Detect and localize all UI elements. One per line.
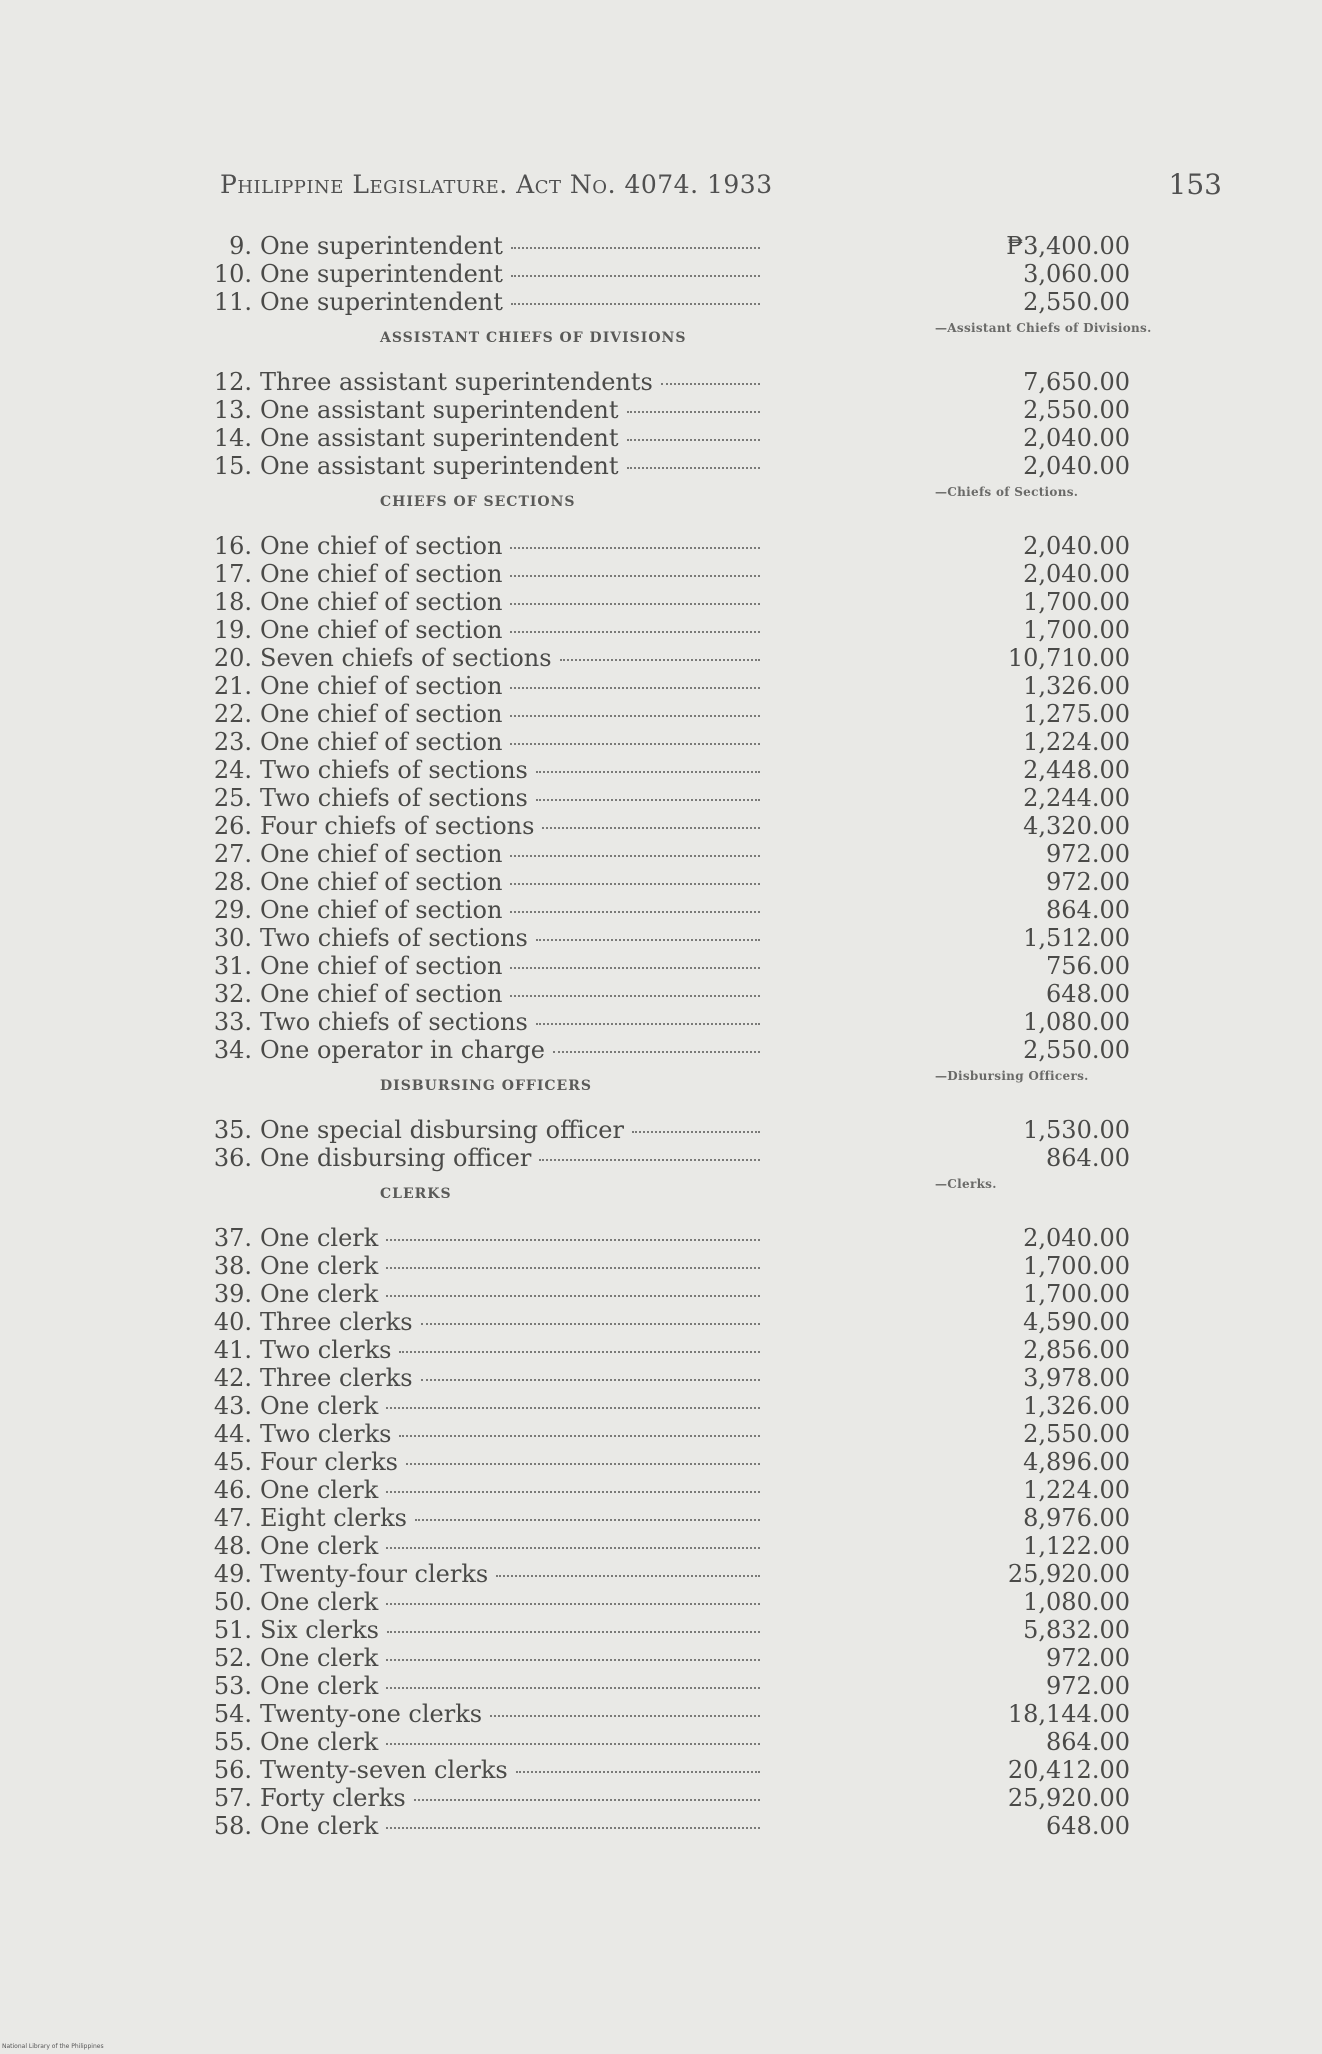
running-head: Philippine Legislature. Act No. 4074. 1933 [220, 170, 773, 199]
line-item [200, 1308, 1140, 1336]
leader-dots [510, 855, 760, 857]
item-number: 28. [213, 868, 252, 896]
line-item [200, 1700, 1140, 1728]
item-number: 32. [213, 980, 252, 1008]
leader-dots [387, 1631, 760, 1633]
item-amount: 1,326.00 [1023, 672, 1130, 700]
item-description: Six clerks [260, 1616, 379, 1644]
section-heading [200, 1172, 1140, 1224]
leader-dots [386, 1295, 760, 1297]
item-description: One assistant superintendent [260, 396, 619, 424]
item-number: 44. [213, 1420, 252, 1448]
line-item [200, 368, 1140, 396]
item-amount: 972.00 [1046, 868, 1130, 896]
item-number: 10. [213, 260, 252, 288]
item-number: 12. [213, 368, 252, 396]
item-description: Seven chiefs of sections [260, 644, 552, 672]
item-amount: 18,144.00 [1007, 1700, 1130, 1728]
leader-dots [386, 1267, 760, 1269]
item-amount: 1,122.00 [1023, 1532, 1130, 1560]
item-description: Three assistant superintendents [260, 368, 653, 396]
leader-dots [511, 275, 760, 277]
line-item [200, 1008, 1140, 1036]
margin-note: —Disbursing Officers. [935, 1069, 1089, 1083]
leader-dots [386, 1547, 760, 1549]
line-item [200, 452, 1140, 480]
leader-dots [536, 771, 760, 773]
item-description: One chief of section [260, 616, 503, 644]
item-description: One clerk [260, 1588, 379, 1616]
margin-note: —Assistant Chiefs of Divisions. [935, 321, 1152, 335]
item-amount: 1,326.00 [1023, 1392, 1130, 1420]
item-amount: 2,550.00 [1023, 288, 1130, 316]
item-description: One assistant superintendent [260, 452, 619, 480]
line-item [200, 1812, 1140, 1840]
item-description: Two clerks [260, 1420, 392, 1448]
line-item [200, 784, 1140, 812]
item-amount: 2,856.00 [1023, 1336, 1130, 1364]
item-description: Eight clerks [260, 1504, 407, 1532]
item-amount: 4,896.00 [1023, 1448, 1130, 1476]
line-item [200, 1616, 1140, 1644]
leader-dots [510, 547, 760, 549]
item-description: One chief of section [260, 532, 503, 560]
leader-dots [627, 411, 761, 413]
line-item [200, 700, 1140, 728]
item-amount: 2,040.00 [1023, 452, 1130, 480]
item-number: 49. [213, 1560, 252, 1588]
item-description: Two chiefs of sections [260, 1008, 528, 1036]
item-number: 23. [213, 728, 252, 756]
leader-dots [421, 1323, 760, 1325]
item-description: Four chiefs of sections [260, 812, 535, 840]
line-item [200, 1476, 1140, 1504]
item-number: 53. [213, 1672, 252, 1700]
leader-dots [510, 715, 760, 717]
line-item [200, 1364, 1140, 1392]
item-number: 39. [213, 1280, 252, 1308]
item-number: 26. [213, 812, 252, 840]
item-amount: 4,590.00 [1023, 1308, 1130, 1336]
item-amount: 1,700.00 [1023, 1252, 1130, 1280]
item-amount: 864.00 [1046, 1144, 1130, 1172]
item-number: 9. [229, 232, 252, 260]
item-description: One clerk [260, 1728, 379, 1756]
item-amount: 756.00 [1046, 952, 1130, 980]
item-amount: 2,550.00 [1023, 1036, 1130, 1064]
line-item [200, 1224, 1140, 1252]
item-number: 33. [213, 1008, 252, 1036]
section-heading [200, 316, 1152, 368]
leader-dots [510, 743, 760, 745]
item-amount: 1,700.00 [1023, 1280, 1130, 1308]
line-item [200, 1504, 1140, 1532]
item-description: One superintendent [260, 288, 503, 316]
item-number: 21. [213, 672, 252, 700]
leader-dots [386, 1659, 760, 1661]
item-number: 54. [213, 1700, 252, 1728]
item-description: One clerk [260, 1224, 379, 1252]
line-item [200, 952, 1140, 980]
item-description: One chief of section [260, 896, 503, 924]
item-number: 13. [213, 396, 252, 424]
item-number: 42. [213, 1364, 252, 1392]
item-amount: 3,978.00 [1023, 1364, 1130, 1392]
item-amount: 2,040.00 [1023, 1224, 1130, 1252]
item-description: One superintendent [260, 260, 503, 288]
item-description: One chief of section [260, 980, 503, 1008]
line-item [200, 756, 1140, 784]
line-item [200, 1280, 1140, 1308]
item-number: 29. [213, 896, 252, 924]
item-number: 18. [213, 588, 252, 616]
item-amount: 2,448.00 [1023, 756, 1130, 784]
line-item [200, 1756, 1140, 1784]
item-amount: 8,976.00 [1023, 1504, 1130, 1532]
item-number: 30. [213, 924, 252, 952]
leader-dots [560, 659, 760, 661]
leader-dots [386, 1603, 760, 1605]
item-description: One chief of section [260, 588, 503, 616]
line-item [200, 1036, 1140, 1064]
line-item [200, 260, 1140, 288]
item-amount: 3,060.00 [1023, 260, 1130, 288]
leader-dots [510, 603, 760, 605]
item-number: 22. [213, 700, 252, 728]
line-item [200, 1420, 1140, 1448]
section-heading [200, 1064, 1140, 1116]
leader-dots [627, 439, 761, 441]
line-item [200, 672, 1140, 700]
item-amount: 2,040.00 [1023, 424, 1130, 452]
item-amount: 1,224.00 [1023, 1476, 1130, 1504]
item-description: One clerk [260, 1812, 379, 1840]
item-amount: 1,224.00 [1023, 728, 1130, 756]
line-item [200, 1448, 1140, 1476]
line-item [200, 1252, 1140, 1280]
line-item [200, 868, 1140, 896]
leader-dots [627, 467, 761, 469]
line-item [200, 232, 1140, 260]
item-description: Twenty-four clerks [260, 1560, 489, 1588]
item-amount: 864.00 [1046, 896, 1130, 924]
item-description: Two chiefs of sections [260, 924, 528, 952]
line-item [200, 1728, 1140, 1756]
item-amount: 25,920.00 [1007, 1560, 1130, 1588]
leader-dots [510, 687, 760, 689]
item-number: 27. [213, 840, 252, 868]
item-number: 51. [213, 1616, 252, 1644]
item-number: 47. [213, 1504, 252, 1532]
item-amount: 25,920.00 [1007, 1784, 1130, 1812]
line-item [200, 616, 1140, 644]
item-number: 55. [213, 1728, 252, 1756]
line-item [200, 1644, 1140, 1672]
item-description: One assistant superintendent [260, 424, 619, 452]
line-item [200, 1336, 1140, 1364]
item-description: One chief of section [260, 560, 503, 588]
item-description: Forty clerks [260, 1784, 406, 1812]
item-description: One superintendent [260, 232, 503, 260]
leader-dots [490, 1715, 760, 1717]
item-description: Three clerks [260, 1364, 413, 1392]
item-number: 41. [213, 1336, 252, 1364]
line-item [200, 1532, 1140, 1560]
item-amount: 972.00 [1046, 840, 1130, 868]
item-number: 34. [213, 1036, 252, 1064]
item-amount: 2,550.00 [1023, 396, 1130, 424]
leader-dots [536, 799, 760, 801]
item-number: 35. [213, 1116, 252, 1144]
item-amount: 5,832.00 [1023, 1616, 1130, 1644]
leader-dots [553, 1051, 760, 1053]
item-number: 20. [213, 644, 252, 672]
item-description: One chief of section [260, 868, 503, 896]
item-amount: 1,275.00 [1023, 700, 1130, 728]
line-item [200, 1560, 1140, 1588]
leader-dots [516, 1771, 760, 1773]
item-description: Twenty-one clerks [260, 1700, 483, 1728]
item-description: One chief of section [260, 840, 503, 868]
leader-dots [542, 827, 760, 829]
leader-dots [510, 911, 760, 913]
item-amount: 2,040.00 [1023, 532, 1130, 560]
item-description: Two chiefs of sections [260, 784, 528, 812]
item-amount: 1,080.00 [1023, 1588, 1130, 1616]
item-amount: 648.00 [1046, 980, 1130, 1008]
leader-dots [386, 1687, 760, 1689]
scan-footer-note: National Library of the Philippines [2, 2043, 104, 2050]
item-amount: 4,320.00 [1023, 812, 1130, 840]
line-item [200, 560, 1140, 588]
item-number: 43. [213, 1392, 252, 1420]
item-description: One clerk [260, 1280, 379, 1308]
item-number: 36. [213, 1144, 252, 1172]
item-description: One chief of section [260, 672, 503, 700]
item-number: 40. [213, 1308, 252, 1336]
line-item [200, 896, 1140, 924]
leader-dots [386, 1239, 760, 1241]
item-description: Two chiefs of sections [260, 756, 528, 784]
item-number: 17. [213, 560, 252, 588]
leader-dots [511, 303, 760, 305]
item-description: Three clerks [260, 1308, 413, 1336]
line-item [200, 1144, 1140, 1172]
leader-dots [399, 1435, 760, 1437]
line-item [200, 424, 1140, 452]
item-amount: 972.00 [1046, 1644, 1130, 1672]
item-amount: 10,710.00 [1007, 644, 1130, 672]
item-amount: 1,530.00 [1023, 1116, 1130, 1144]
item-amount: 2,040.00 [1023, 560, 1130, 588]
item-description: One special disbursing officer [260, 1116, 624, 1144]
section-heading [200, 480, 1140, 532]
leader-dots [661, 383, 760, 385]
line-item [200, 1784, 1140, 1812]
item-description: Four clerks [260, 1448, 398, 1476]
leader-dots [536, 1023, 760, 1025]
section-heading-text: CLERKS [380, 1186, 452, 1202]
line-item [200, 588, 1140, 616]
line-item [200, 644, 1140, 672]
item-amount: 2,244.00 [1023, 784, 1130, 812]
leader-dots [510, 631, 760, 633]
item-amount: 972.00 [1046, 1672, 1130, 1700]
line-item [200, 924, 1140, 952]
item-amount: 1,080.00 [1023, 1008, 1130, 1036]
item-number: 38. [213, 1252, 252, 1280]
leader-dots [632, 1131, 760, 1133]
line-item [200, 980, 1140, 1008]
item-description: One operator in charge [260, 1036, 545, 1064]
item-amount: 7,650.00 [1023, 368, 1130, 396]
item-description: One chief of section [260, 728, 503, 756]
item-number: 24. [213, 756, 252, 784]
item-amount: 1,700.00 [1023, 588, 1130, 616]
item-amount: 648.00 [1046, 1812, 1130, 1840]
leader-dots [510, 995, 760, 997]
leader-dots [386, 1407, 760, 1409]
line-item [200, 1672, 1140, 1700]
item-number: 15. [213, 452, 252, 480]
line-item [200, 812, 1140, 840]
item-number: 52. [213, 1644, 252, 1672]
item-number: 37. [213, 1224, 252, 1252]
item-number: 56. [213, 1756, 252, 1784]
leader-dots [510, 883, 760, 885]
line-item [200, 396, 1140, 424]
leader-dots [386, 1491, 760, 1493]
leader-dots [510, 575, 760, 577]
item-amount: 2,550.00 [1023, 1420, 1130, 1448]
line-item [200, 840, 1140, 868]
item-number: 14. [213, 424, 252, 452]
leader-dots [406, 1463, 760, 1465]
section-heading-text: ASSISTANT CHIEFS OF DIVISIONS [380, 330, 687, 346]
leader-dots [386, 1743, 760, 1745]
item-number: 11. [213, 288, 252, 316]
item-number: 45. [213, 1448, 252, 1476]
item-description: One clerk [260, 1532, 379, 1560]
item-number: 48. [213, 1532, 252, 1560]
item-description: One clerk [260, 1392, 379, 1420]
leader-dots [536, 939, 760, 941]
item-description: One chief of section [260, 700, 503, 728]
item-number: 25. [213, 784, 252, 812]
item-description: One clerk [260, 1476, 379, 1504]
leader-dots [415, 1519, 760, 1521]
leader-dots [539, 1159, 760, 1161]
leader-dots [496, 1575, 760, 1577]
item-number: 31. [213, 952, 252, 980]
leader-dots [510, 967, 760, 969]
item-amount: ₱3,400.00 [1006, 232, 1130, 260]
leader-dots [386, 1827, 760, 1829]
line-item [200, 1588, 1140, 1616]
appropriation-list [200, 232, 1152, 1840]
leader-dots [421, 1379, 760, 1381]
line-item [200, 728, 1140, 756]
line-item [200, 532, 1140, 560]
page-number: 153 [1168, 168, 1222, 201]
section-heading-text: CHIEFS OF SECTIONS [380, 494, 576, 510]
leader-dots [414, 1799, 760, 1801]
item-description: One clerk [260, 1672, 379, 1700]
item-number: 57. [213, 1784, 252, 1812]
item-description: One disbursing officer [260, 1144, 532, 1172]
item-number: 58. [213, 1812, 252, 1840]
item-amount: 1,700.00 [1023, 616, 1130, 644]
line-item [200, 1116, 1140, 1144]
item-description: One clerk [260, 1252, 379, 1280]
item-amount: 20,412.00 [1007, 1756, 1130, 1784]
item-description: One chief of section [260, 952, 503, 980]
item-description: One clerk [260, 1644, 379, 1672]
item-description: Two clerks [260, 1336, 392, 1364]
line-item [200, 1392, 1140, 1420]
section-heading-text: DISBURSING OFFICERS [380, 1078, 592, 1094]
margin-note: —Clerks. [935, 1177, 997, 1191]
item-number: 50. [213, 1588, 252, 1616]
item-description: Twenty-seven clerks [260, 1756, 508, 1784]
item-number: 46. [213, 1476, 252, 1504]
leader-dots [511, 247, 760, 249]
item-amount: 1,512.00 [1023, 924, 1130, 952]
item-amount: 864.00 [1046, 1728, 1130, 1756]
margin-note: —Chiefs of Sections. [935, 485, 1079, 499]
item-number: 16. [213, 532, 252, 560]
line-item [200, 288, 1140, 316]
item-number: 19. [213, 616, 252, 644]
leader-dots [399, 1351, 760, 1353]
